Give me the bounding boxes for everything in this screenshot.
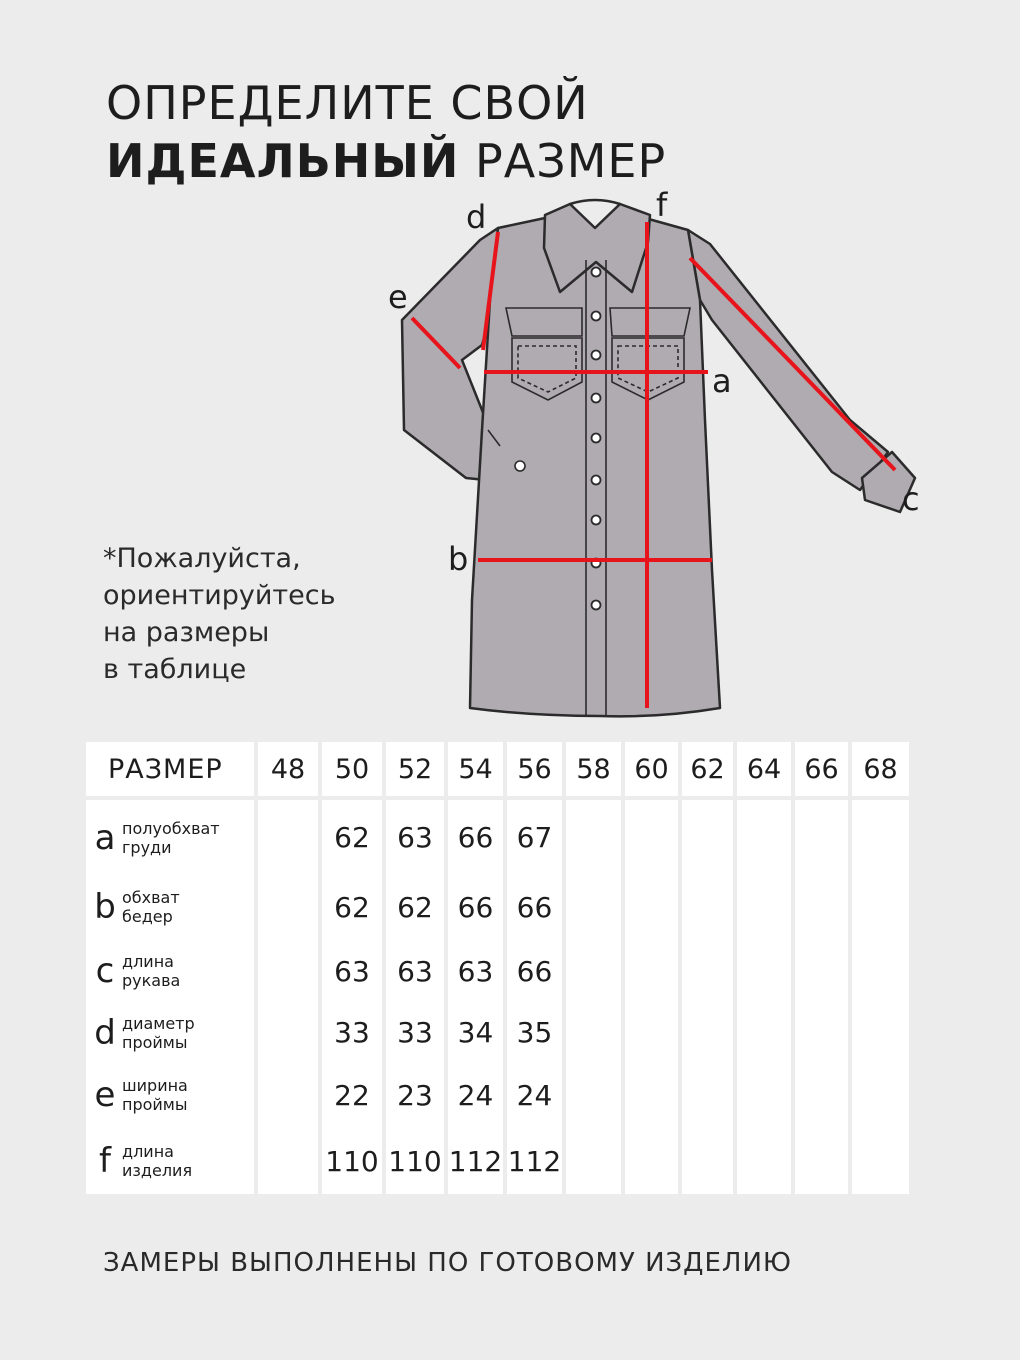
row-label-line: полуобхват	[122, 818, 220, 838]
table-cell	[737, 800, 791, 875]
table-cell	[566, 1128, 621, 1194]
table-cell: 63	[386, 939, 444, 1003]
table-cell: 66	[448, 800, 503, 875]
table-cell: 66	[507, 939, 562, 1003]
row-label-line: длина	[122, 1142, 174, 1161]
table-cell: 24	[507, 1062, 562, 1128]
table-cell	[852, 1003, 909, 1062]
table-cell: 23	[386, 1062, 444, 1128]
table-cell	[795, 875, 848, 939]
note-line: в таблице	[103, 654, 247, 685]
row-letter: e	[94, 1075, 116, 1115]
row-label-line: изделия	[122, 1161, 193, 1180]
row-letter: f	[99, 1141, 111, 1181]
table-cell	[625, 1003, 678, 1062]
table-cell	[737, 875, 791, 939]
table-row	[86, 939, 913, 1003]
table-cell: 110	[386, 1128, 444, 1194]
row-label	[122, 1076, 188, 1114]
table-cell	[737, 1128, 791, 1194]
header-size-56: 56	[507, 742, 562, 796]
row-label-line: рукава	[122, 971, 181, 990]
header-size-60: 60	[625, 742, 678, 796]
header-size-48: 48	[258, 742, 318, 796]
label-e: e	[388, 278, 408, 316]
table-cell: 66	[448, 875, 503, 939]
header-size-66: 66	[795, 742, 848, 796]
label-c: c	[902, 480, 920, 518]
table-cell	[737, 1062, 791, 1128]
table-row	[86, 1003, 913, 1062]
table-cell: 62	[386, 875, 444, 939]
note-line: на размеры	[103, 617, 270, 648]
table-cell	[625, 1128, 678, 1194]
row-parameter-a	[86, 800, 254, 875]
row-label-line: проймы	[122, 1095, 188, 1114]
table-cell	[795, 939, 848, 1003]
table-cell	[566, 1003, 621, 1062]
table-cell	[258, 939, 318, 1003]
table-cell: 33	[386, 1003, 444, 1062]
footer-note: ЗАМЕРЫ ВЫПОЛНЕНЫ ПО ГОТОВОМУ ИЗДЕЛИЮ	[103, 1248, 792, 1278]
label-f: f	[656, 186, 668, 224]
table-cell	[795, 1128, 848, 1194]
table-cell	[737, 939, 791, 1003]
table-cell: 63	[322, 939, 382, 1003]
table-cell: 63	[448, 939, 503, 1003]
table-cell	[258, 875, 318, 939]
row-parameter-e	[86, 1062, 254, 1128]
table-cell: 33	[322, 1003, 382, 1062]
label-a: a	[712, 362, 732, 400]
table-cell	[682, 1003, 733, 1062]
table-cell	[625, 1062, 678, 1128]
table-cell	[852, 875, 909, 939]
row-label-line: бедер	[122, 907, 173, 926]
row-label-line: обхват	[122, 888, 180, 907]
table-cell: 67	[507, 800, 562, 875]
row-label	[122, 1142, 192, 1180]
row-letter: b	[94, 887, 116, 927]
size-table	[86, 742, 913, 1194]
table-cell	[625, 939, 678, 1003]
table-cell: 63	[386, 800, 444, 875]
table-row	[86, 800, 913, 875]
table-cell	[852, 939, 909, 1003]
row-label-line: проймы	[122, 1032, 188, 1052]
header-size-64: 64	[737, 742, 791, 796]
header-size-68: 68	[852, 742, 909, 796]
table-cell	[852, 1128, 909, 1194]
row-label	[122, 1014, 195, 1052]
table-cell: 62	[322, 800, 382, 875]
table-cell	[258, 1003, 318, 1062]
table-cell: 112	[448, 1128, 503, 1194]
table-cell	[258, 1128, 318, 1194]
table-cell	[625, 875, 678, 939]
table-cell	[258, 1062, 318, 1128]
row-parameter-f	[86, 1128, 254, 1194]
table-cell: 35	[507, 1003, 562, 1062]
row-label-line: длина	[122, 952, 174, 971]
table-cell	[566, 875, 621, 939]
label-b: b	[448, 540, 469, 578]
table-cell: 110	[322, 1128, 382, 1194]
body	[470, 218, 720, 716]
row-label-line: груди	[122, 837, 172, 857]
table-cell	[258, 800, 318, 875]
table-cell	[795, 800, 848, 875]
table-cell: 34	[448, 1003, 503, 1062]
table-cell	[737, 1003, 791, 1062]
row-label	[122, 952, 180, 990]
table-cell	[566, 800, 621, 875]
label-d: d	[466, 198, 487, 236]
header-size-54: 54	[448, 742, 503, 796]
note-line: ориентируйтесь	[103, 580, 336, 611]
table-cell	[566, 1062, 621, 1128]
row-parameter-d	[86, 1003, 254, 1062]
table-cell	[682, 939, 733, 1003]
row-parameter-c	[86, 939, 254, 1003]
table-cell: 24	[448, 1062, 503, 1128]
row-letter: a	[94, 817, 116, 858]
row-label-line: диаметр	[122, 1013, 195, 1033]
table-cell	[795, 1062, 848, 1128]
row-label-line: ширина	[122, 1076, 188, 1095]
header-size-52: 52	[386, 742, 444, 796]
garment-shape	[402, 200, 915, 716]
table-cell	[795, 1003, 848, 1062]
table-cell	[682, 1062, 733, 1128]
table-cell: 112	[507, 1128, 562, 1194]
table-cell: 22	[322, 1062, 382, 1128]
table-cell	[682, 800, 733, 875]
table-cell	[566, 939, 621, 1003]
row-label	[122, 819, 220, 857]
header-size-50: 50	[322, 742, 382, 796]
header-size-58: 58	[566, 742, 621, 796]
size-note	[103, 540, 336, 688]
collar-stand	[570, 200, 620, 204]
table-cell	[852, 800, 909, 875]
row-letter: d	[94, 1012, 116, 1053]
table-cell	[852, 1062, 909, 1128]
row-label	[122, 888, 180, 926]
table-row	[86, 875, 913, 939]
table-cell	[682, 875, 733, 939]
header-size-label: РАЗМЕР	[86, 742, 254, 796]
note-line: *Пожалуйста,	[103, 543, 301, 574]
table-cell	[625, 800, 678, 875]
table-cell: 62	[322, 875, 382, 939]
table-cell	[682, 1128, 733, 1194]
table-header-row	[86, 742, 913, 800]
row-letter: c	[95, 951, 115, 991]
table-cell: 66	[507, 875, 562, 939]
title-line-2-rest: РАЗМЕР	[475, 134, 667, 188]
table-row	[86, 1062, 913, 1128]
row-parameter-b	[86, 875, 254, 939]
header-size-62: 62	[682, 742, 733, 796]
table-row	[86, 1128, 913, 1194]
title-line-1: ОПРЕДЕЛИТЕ СВОЙ	[106, 76, 589, 130]
title-bold-word: ИДЕАЛЬНЫЙ	[106, 134, 460, 188]
